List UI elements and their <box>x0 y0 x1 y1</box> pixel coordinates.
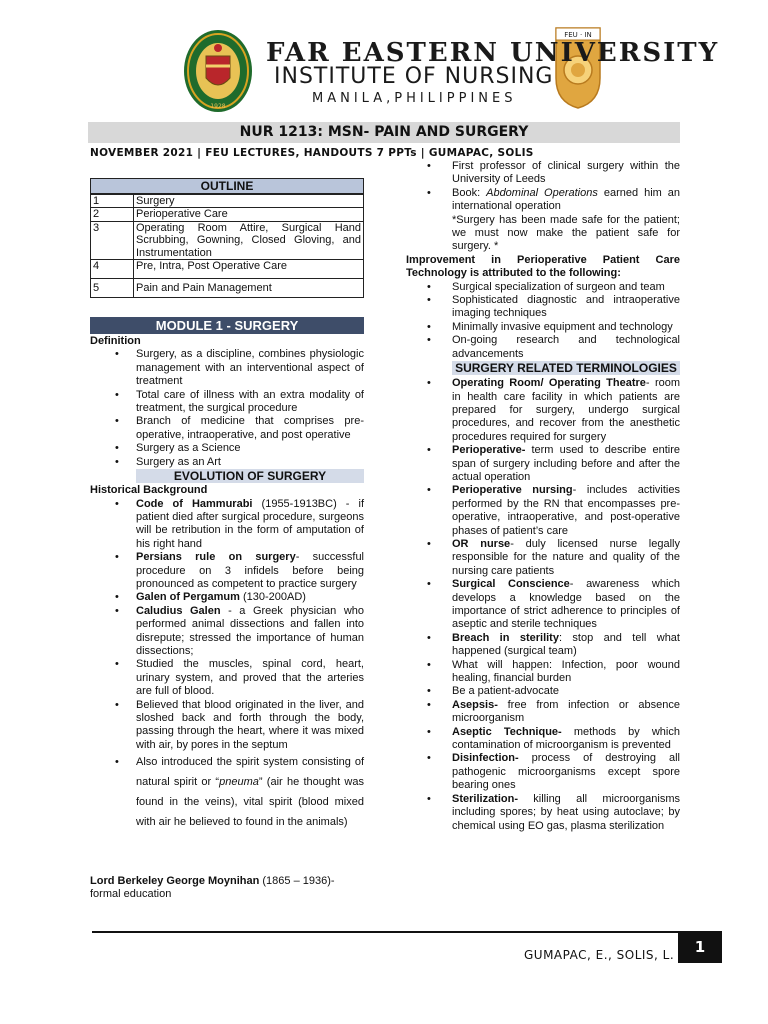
list-item: • Surgical specialization of surgeon and team <box>406 281 680 294</box>
term-definition: free from infection or absence microorganism <box>452 698 680 725</box>
list-item <box>406 659 680 686</box>
history-term: Galen of Pergamum <box>136 591 240 604</box>
list-item <box>406 538 680 578</box>
outline-topic: Pre, Intra, Post Operative Care <box>134 260 364 279</box>
document-title: NUR 1213: MSN- PAIN AND SURGERY <box>88 122 680 143</box>
svg-text:FEU · IN: FEU · IN <box>564 31 592 39</box>
outline-topic: Pain and Pain Management <box>134 279 364 298</box>
list-item: • Surgery, as a discipline, combines physiologic management with an interventional aspect of treatment <box>90 348 364 388</box>
feu-seal-logo <box>182 28 254 114</box>
outline-row <box>91 208 364 221</box>
term-name: Perioperative nursing <box>452 484 573 497</box>
left-column <box>90 178 364 832</box>
list-item <box>406 187 680 214</box>
history-text: (130-200AD) <box>239 591 306 604</box>
book-pre: Book: <box>452 186 487 199</box>
history-text: - a Greek physician who performed animal dissections and fallen into disrepute; stressed the importance of human dissections; <box>136 604 364 657</box>
history-term: Persians rule on surgery <box>136 551 296 564</box>
outline-number: 2 <box>91 208 134 221</box>
term-name: OR nurse <box>452 537 511 550</box>
term-definition: Be a patient-advocate <box>452 685 560 698</box>
term-definition: killing all microorganisms including spores; by heat using autoclave; by chemical using EO gas, plasma sterilization <box>452 792 680 832</box>
spirit-text-post: ” (air he thought was found in the veins), vital spirit (blood mixed with air he believed to found in the animals) <box>136 776 364 829</box>
list-item <box>90 699 364 753</box>
definition-label: Definition <box>90 335 141 348</box>
list-item <box>406 578 680 632</box>
history-term: Caludius Galen <box>136 604 221 617</box>
improvement-list <box>406 281 680 361</box>
outline-row <box>91 221 364 259</box>
term-definition: term used to describe entire span of surgery including before and after the actual operation <box>452 444 680 483</box>
list-item: • Total care of illness with an extra modality of treatment, the surgical procedure <box>90 389 364 416</box>
term-name: Sterilization- <box>452 792 519 805</box>
term-name: Asepsis- <box>452 698 498 711</box>
outline-table <box>90 194 364 298</box>
moynihan-text: (1865 – 1936)- formal education <box>90 875 335 901</box>
right-column <box>406 160 680 833</box>
term-name: Perioperative- <box>452 444 526 457</box>
term-definition: What will happen: Infection, poor wound healing, financial burden <box>452 658 680 685</box>
term-definition: - awareness which develops a knowledge based on the importance of strict adherence to principles of aseptic and sterile techniques <box>452 578 680 631</box>
improvement-heading: Improvement in Perioperative Patient Care Technology is attributed to the following: <box>406 253 680 280</box>
list-item <box>406 793 680 833</box>
historical-background-label: Historical Background <box>90 484 208 497</box>
list-item: • Sophisticated diagnostic and intraoperative imaging techniques <box>406 294 680 321</box>
outline-row <box>91 279 364 298</box>
institute-name: INSTITUTE OF NURSING <box>274 64 554 89</box>
spirit-text-italic: pneuma <box>219 776 259 789</box>
term-definition: - duly licensed nurse legally responsible for the nature and quality of the nursing care patients <box>452 537 680 577</box>
terminologies-heading: SURGERY RELATED TERMINOLOGIES <box>452 361 680 375</box>
term-definition: - includes activities performed by the RN that encompasses pre-operative, intraoperative, and post-operative phases of patient’s care <box>452 484 680 537</box>
list-item: • Branch of medicine that comprises pre-operative, intraoperative, and post operative <box>90 415 364 442</box>
term-definition: - room in health care facility in which patients are prepared for surgery, undergo surgical procedures, and recover from the anesthetic procedures required for surgery <box>452 377 680 443</box>
outline-heading: OUTLINE <box>90 178 364 194</box>
module-1-heading: MODULE 1 - SURGERY <box>90 317 364 334</box>
list-item <box>90 752 364 832</box>
term-definition: : stop and tell what happened (surgical team) <box>452 631 680 658</box>
moynihan-name: Lord Berkeley George Moynihan <box>90 875 260 887</box>
university-name: FAR EASTERN UNIVERSITY <box>266 38 720 68</box>
book-note: *Surgery has been made safe for the patient; we must now make the patient safe for surgery. * <box>452 213 680 253</box>
outline-number: 1 <box>91 195 134 208</box>
list-item <box>90 658 364 698</box>
book-title: Abdominal Operations <box>486 186 598 199</box>
city-name: MANILA,PHILIPPINES <box>312 91 517 106</box>
footer-divider <box>92 931 722 933</box>
definition-list <box>90 348 364 469</box>
book-post: earned him an international operation <box>452 186 681 213</box>
outline-topic: Perioperative Care <box>134 208 364 221</box>
term-name: Surgical Conscience <box>452 578 570 591</box>
terminology-list <box>406 377 680 833</box>
footer-authors: GUMAPAC, E., SOLIS, L. <box>524 948 675 962</box>
list-item <box>406 377 680 444</box>
list-item: • Minimally invasive equipment and technology <box>406 321 680 334</box>
moynihan-paragraph <box>90 875 364 902</box>
outline-row <box>91 260 364 279</box>
term-name: Disinfection- <box>452 752 519 765</box>
list-item <box>90 498 364 552</box>
list-item: • Surgery as an Art <box>90 456 364 469</box>
spirit-text-pre: Also introduced the spirit system consisting of natural spirit or “ <box>136 756 364 789</box>
page-number: 1 <box>678 931 722 963</box>
outline-number: 5 <box>91 279 134 298</box>
outline-row <box>91 195 364 208</box>
list-item <box>90 605 364 659</box>
list-item <box>406 699 680 726</box>
list-item <box>406 632 680 659</box>
moynihan-facts-list <box>406 160 680 214</box>
history-text: Studied the muscles, spinal cord, heart, urinary system, and proved that the arteries are full of blood. <box>136 658 364 698</box>
term-name: Breach in sterility <box>452 631 559 644</box>
svg-text:1928: 1928 <box>210 103 226 110</box>
outline-topic: Operating Room Attire, Surgical Hand Scrubbing, Gowning, Closed Gloving, and Instrumentation <box>134 221 364 259</box>
list-item <box>406 685 680 698</box>
list-item <box>406 444 680 484</box>
term-definition: process of destroying all pathogenic microorganisms except spore bearing ones <box>452 752 680 792</box>
history-text: Believed that blood originated in the liver, and sloshed back and forth through the body, passing through the heart, where it was mixed with air, by pores in the septum <box>136 698 364 751</box>
list-item: • First professor of clinical surgery within the University of Leeds <box>406 160 680 187</box>
list-item <box>406 484 680 538</box>
list-item <box>406 726 680 753</box>
evolution-heading: EVOLUTION OF SURGERY <box>136 469 364 483</box>
history-list <box>90 498 364 833</box>
list-item <box>90 591 364 604</box>
history-term: Code of Hammurabi <box>136 497 253 510</box>
list-item <box>406 752 680 792</box>
term-definition: methods by which contamination of microorganism is prevented <box>452 725 680 752</box>
list-item <box>90 551 364 591</box>
term-name: Operating Room/ Operating Theatre <box>452 377 646 390</box>
outline-number: 3 <box>91 221 134 259</box>
history-text: (1955-1913BC) - if patient died after surgical procedure, surgeons will be retribution in the form of amputation of his right hand <box>136 497 365 550</box>
document-subtitle: NOVEMBER 2021 | FEU LECTURES, HANDOUTS 7 PPTs | GUMAPAC, SOLIS <box>90 147 534 159</box>
history-text: - successful procedure on 3 infidels before being pronounced as competent to practice surgery <box>136 551 365 590</box>
term-name: Aseptic Technique- <box>452 725 562 738</box>
outline-topic: Surgery <box>134 195 364 208</box>
outline-number: 4 <box>91 260 134 279</box>
list-item: • On-going research and technological advancements <box>406 334 680 361</box>
list-item: • Surgery as a Science <box>90 442 364 455</box>
